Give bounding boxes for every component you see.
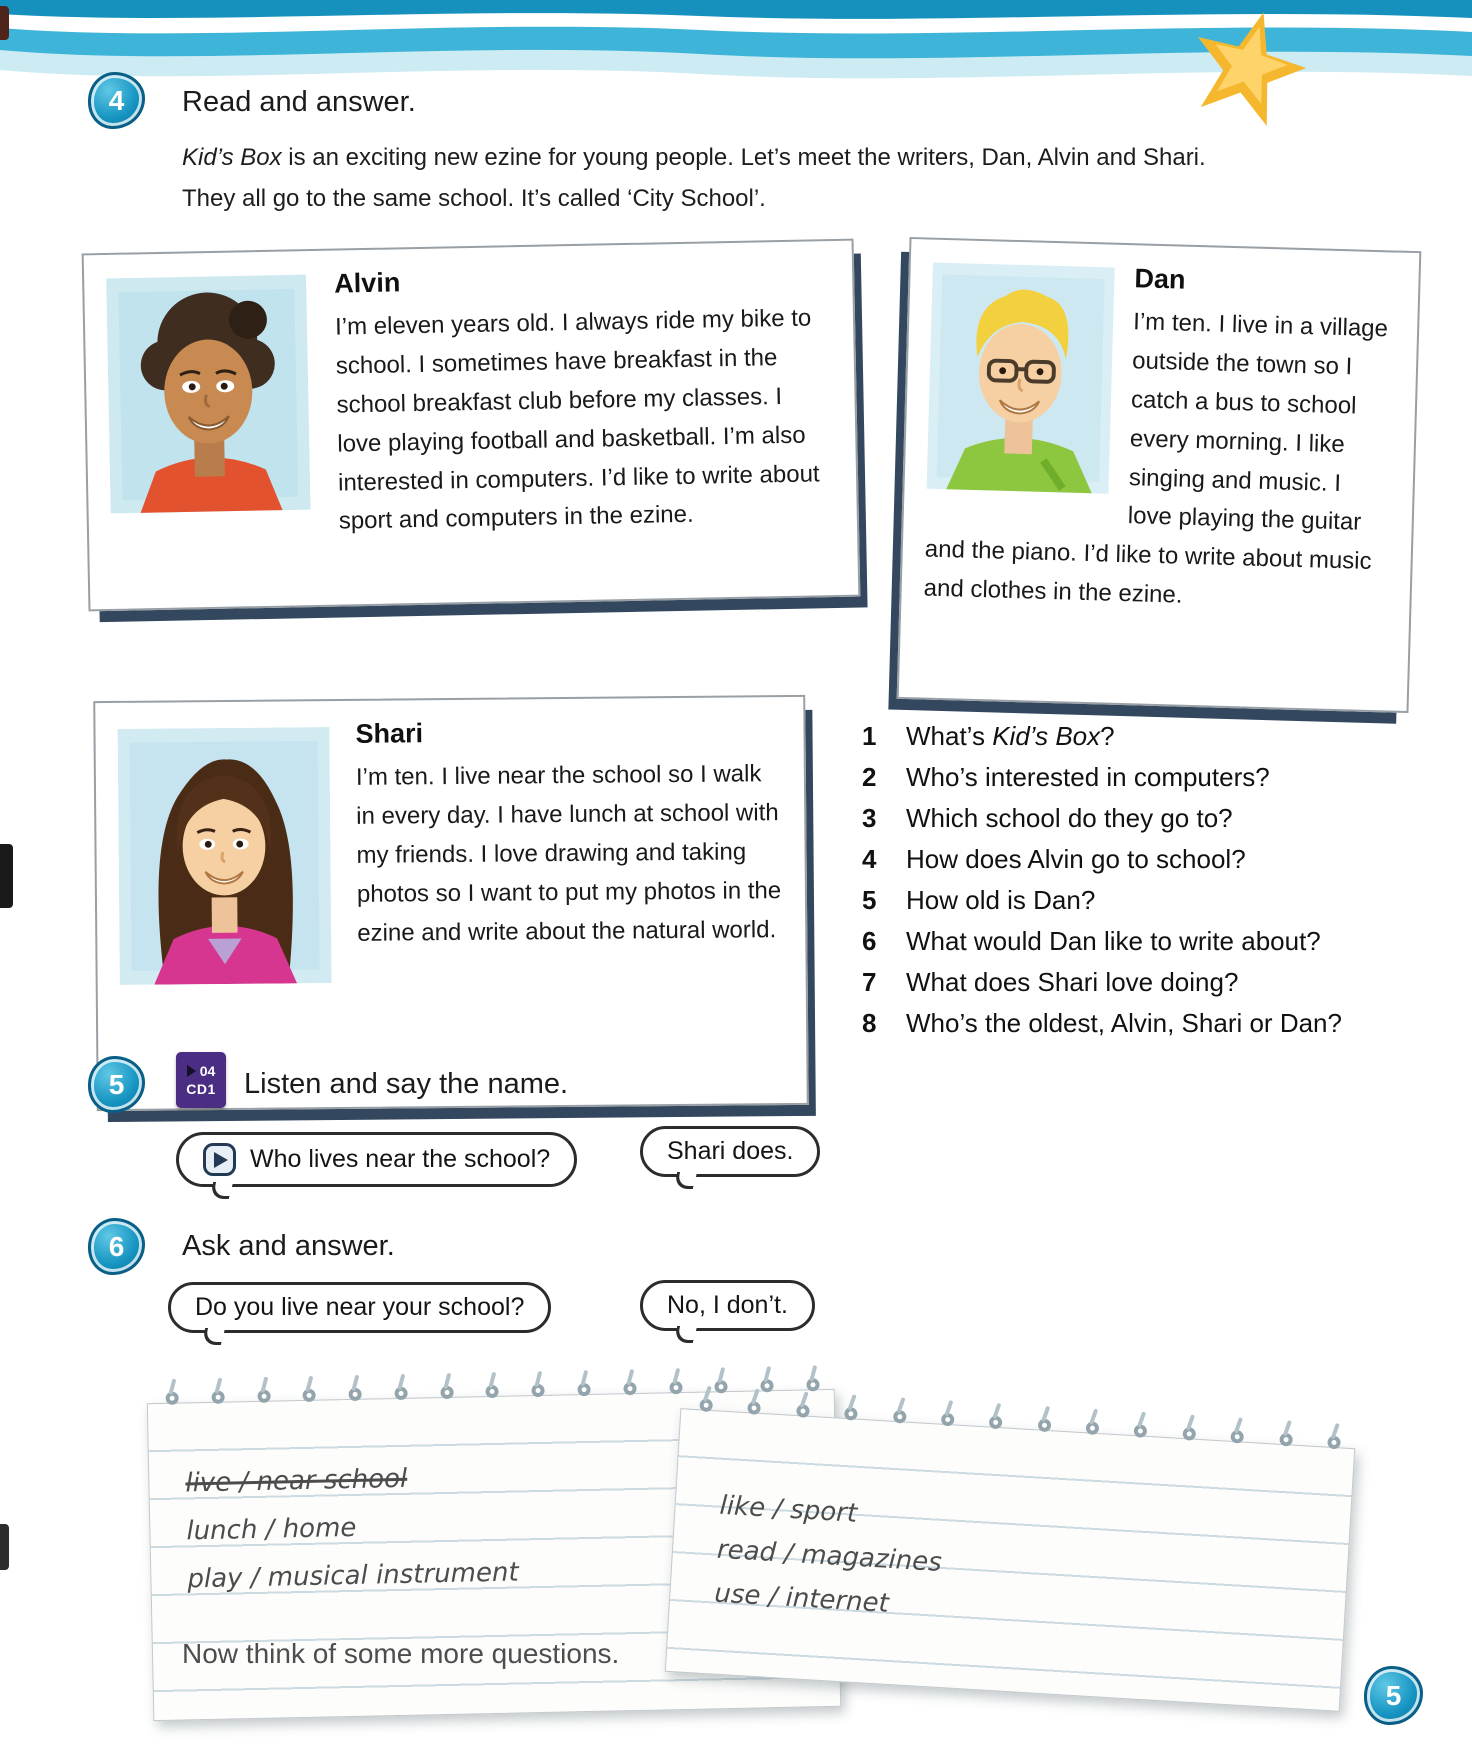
activity-4-badge: 4 bbox=[88, 72, 145, 129]
cd-audio-track-icon bbox=[176, 1052, 226, 1108]
listening-answer-bubble bbox=[640, 1126, 820, 1177]
activity-6-title: Ask and answer. bbox=[182, 1230, 395, 1262]
bubble-text: No, I don’t. bbox=[667, 1291, 788, 1319]
cd-disc-label: CD1 bbox=[186, 1081, 216, 1097]
dan-portrait bbox=[927, 262, 1115, 495]
bubble-text: Shari does. bbox=[667, 1137, 794, 1165]
question-text: Who’s the oldest, Alvin, Shari or Dan? bbox=[906, 1008, 1342, 1038]
question-list bbox=[862, 716, 1342, 1044]
question-number: 2 bbox=[862, 762, 877, 792]
note-item: use / internet bbox=[713, 1578, 890, 1619]
question-number: 5 bbox=[862, 885, 877, 915]
question-number: 4 bbox=[862, 844, 877, 874]
profile-name: Dan bbox=[1134, 263, 1186, 295]
play-icon bbox=[203, 1143, 236, 1176]
shari-portrait bbox=[117, 727, 331, 985]
note-item: play / musical instrument bbox=[187, 1557, 519, 1595]
intro-line-2: They all go to the same school. It’s called ‘City School’. bbox=[182, 184, 766, 212]
profile-card-dan bbox=[897, 237, 1422, 713]
question-text: How old is Dan? bbox=[906, 885, 1096, 915]
question-number: 3 bbox=[862, 803, 877, 833]
bubble-text: Who lives near the school? bbox=[250, 1145, 551, 1173]
question-text: How does Alvin go to school? bbox=[906, 844, 1246, 874]
note-item: live / near school bbox=[185, 1463, 408, 1499]
footer-prompt: Now think of some more questions. bbox=[182, 1638, 620, 1669]
note-item: lunch / home bbox=[186, 1512, 357, 1547]
question-number: 6 bbox=[862, 926, 877, 956]
question-item bbox=[862, 839, 1342, 880]
notebook-card-right bbox=[665, 1408, 1355, 1712]
note-item: read / magazines bbox=[716, 1534, 943, 1578]
speaking-question-bubble bbox=[168, 1282, 551, 1333]
question-item bbox=[862, 798, 1342, 839]
question-item bbox=[862, 716, 1342, 757]
scan-artifact bbox=[0, 1524, 9, 1570]
question-item bbox=[862, 962, 1342, 1003]
activity-5-title: Listen and say the name. bbox=[244, 1068, 569, 1100]
question-text: Which school do they go to? bbox=[906, 803, 1233, 833]
activity-6-badge: 6 bbox=[88, 1218, 145, 1275]
listening-question-bubble bbox=[176, 1132, 577, 1187]
intro-ezine-name: Kid’s Box bbox=[182, 144, 282, 171]
question-item bbox=[862, 757, 1342, 798]
alvin-portrait bbox=[106, 273, 311, 515]
note-item: like / sport bbox=[718, 1490, 858, 1529]
speaking-answer-bubble bbox=[640, 1280, 815, 1331]
question-number: 8 bbox=[862, 1008, 877, 1038]
question-text: What does Shari love doing? bbox=[906, 967, 1239, 997]
star-icon bbox=[1165, 0, 1329, 147]
question-item bbox=[862, 1003, 1342, 1044]
question-text: What would Dan like to write about? bbox=[906, 926, 1321, 956]
activity-5-badge: 5 bbox=[88, 1056, 145, 1113]
profile-bio: I’m ten. I live in a village outside the town so I catch a bus to school every morning. I like singing and music. I love playing the guitar and the piano. I’d like to write about music and clothes in the ezine. bbox=[923, 308, 1389, 609]
scan-artifact bbox=[0, 844, 13, 908]
profile-card-shari bbox=[93, 695, 809, 1111]
question-text: Who’s interested in computers? bbox=[906, 762, 1270, 792]
profile-name: Shari bbox=[355, 718, 424, 749]
intro-line-1-rest: is an exciting new ezine for young people. Let’s meet the writers, Dan, Alvin and Shari. bbox=[281, 144, 1206, 171]
question-number: 1 bbox=[862, 721, 877, 751]
question-item bbox=[862, 880, 1342, 921]
intro-text bbox=[182, 138, 1206, 220]
cd-play-triangle-icon bbox=[187, 1065, 196, 1077]
activity-4-title: Read and answer. bbox=[182, 86, 416, 118]
prompt-note-list bbox=[669, 1409, 1354, 1653]
profile-bio: I’m eleven years old. I always ride my bike to school. I sometimes have breakfast in the school breakfast club before my classes. I love playing football and basketball. I’m also interested in computers. I’d like to write about sport and computers in the ezine. bbox=[334, 304, 820, 535]
question-text: What’s Kid’s Box? bbox=[906, 721, 1115, 751]
question-number: 7 bbox=[862, 967, 877, 997]
profile-bio: I’m ten. I live near the school so I walk in every day. I have lunch at school with my friends. I love drawing and taking photos so I want to put my photos in the ezine and write about the natural world. bbox=[355, 760, 782, 947]
cd-track-number: 04 bbox=[187, 1063, 216, 1079]
page-number-badge: 5 bbox=[1364, 1666, 1423, 1725]
question-item bbox=[862, 921, 1342, 962]
intro-line-1 bbox=[182, 138, 1206, 179]
profile-name: Alvin bbox=[333, 267, 401, 299]
bubble-text: Do you live near your school? bbox=[195, 1293, 525, 1321]
scan-artifact bbox=[0, 6, 9, 40]
profile-card-alvin bbox=[82, 239, 861, 612]
